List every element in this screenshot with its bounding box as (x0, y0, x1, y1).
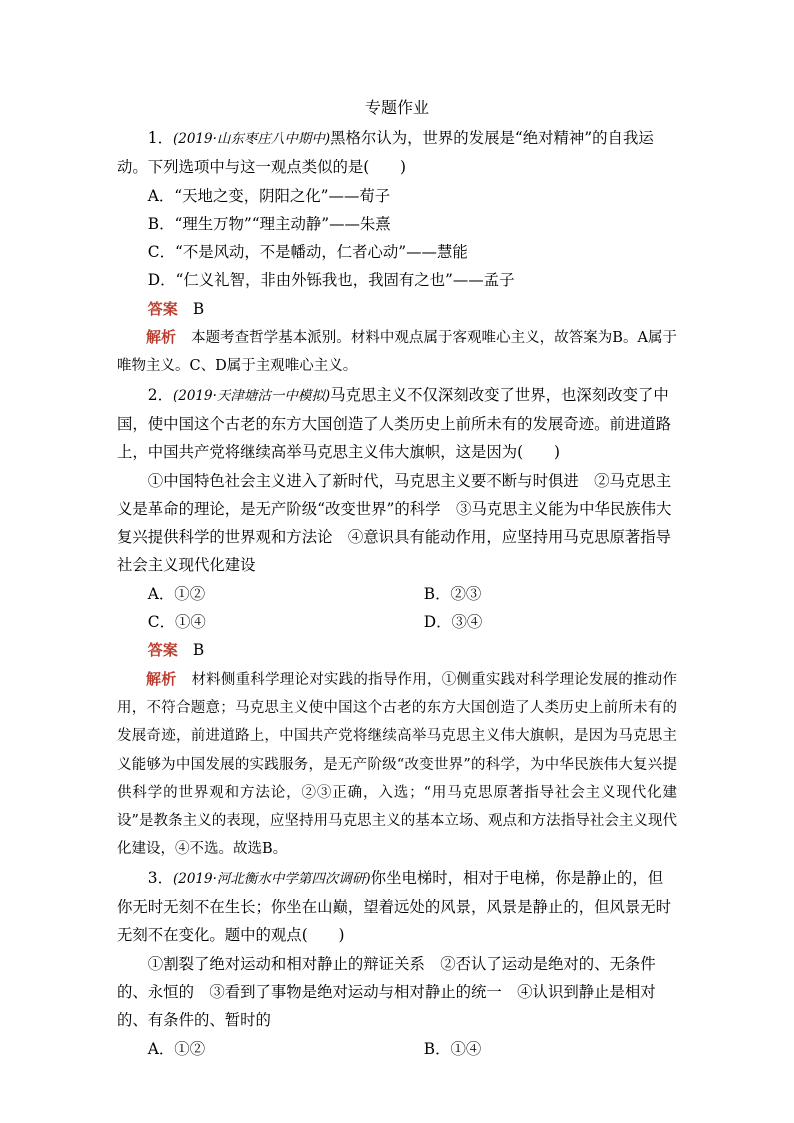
options-row-1 (117, 1035, 677, 1063)
answer-label: 答案 (147, 641, 178, 660)
question-text: 黑格尔认为，世界的发展是“绝对精神”的自我运动。下列选项中与这一观点类似的是( ) (117, 129, 654, 177)
question-1 (117, 124, 677, 381)
question-source: (2019·河北衡水中学第四次调研) (172, 870, 371, 887)
statement-items: ①中国特色社会主义进入了新时代，马克思主义要不断与时俱进 ②马克思主义是革命的理论，是无产阶级“改变世界”的科学 ③马克思主义能为中华民族伟大复兴提供科学的世界观和方法论 ④意识具有能动作用，应坚持用马克思原著指导社会主义现代化建设 (117, 471, 672, 575)
question-text: 你坐电梯时，相对于电梯，你是静止的，但你无时无刻不在生长；你坐在山巅，望着远处的风景，风景是静止的，但风景无时无刻不在变化。题中的观点( ) (117, 868, 672, 945)
option-d: D．“仁义礼智，非由外铄我也，我固有之也”——孟子 (147, 271, 515, 290)
option-c: C．“不是风动，不是幡动，仁者心动”——慧能 (147, 243, 468, 262)
option-b: B．①④ (423, 1039, 482, 1058)
analysis-text: 材料侧重科学理论对实践的指导作用，①侧重实践对科学理论发展的推动作用，不符合题意；马克思主义使中国这个古老的东方大国创造了人类历史上前所未有的发展奇迹，前进道路上，中国共产党将继续高举马克思主义伟大旗帜，是因为马克思主义能够为中国发展的实践服务，是无产阶级“改变世界”的科学，为中华民族伟大复兴提供科学的世界观和方法论，②③正确，入选；“用马克思原著指导社会主义现代化建设”是教条主义的表现，应坚持用马克思主义的基本立场、观点和方法指导社会主义现代化建设，④不选。故选B。 (117, 671, 677, 858)
analysis (117, 323, 677, 381)
options-row-1 (117, 580, 677, 608)
question-stem (117, 864, 677, 950)
answer-value: B (192, 641, 205, 660)
option-c: C．①④ (147, 613, 206, 632)
option-b: B．②③ (423, 584, 482, 603)
statement-items: ①割裂了绝对运动和相对静止的辩证关系 ②否认了运动是绝对的、无条件的、永恒的 ③看到了事物是绝对运动与相对静止的统一 ④认识到静止是相对的、有条件的、暂时的 (117, 954, 656, 1030)
question-2 (117, 381, 677, 864)
question-3 (117, 864, 677, 1063)
option-b: B．“理生万物”“理主动静”——朱熹 (147, 214, 391, 233)
answer-line (117, 636, 677, 664)
question-number: 1． (147, 129, 173, 147)
question-stem (117, 381, 677, 467)
question-number: 3． (147, 868, 173, 887)
answer-value: B (192, 299, 205, 318)
answer-label: 答案 (147, 299, 178, 318)
option-a: A．①② (147, 584, 206, 603)
analysis-text: 本题考查哲学基本派别。材料中观点属于客观唯心主义，故答案为B。A属于唯物主义。C、D属于主观唯心主义。 (117, 330, 677, 375)
option-d: D．③④ (423, 613, 483, 632)
option-a: A．“天地之变，阴阳之化”——荀子 (147, 186, 391, 205)
analysis-label: 解析 (146, 328, 177, 347)
question-source: (2019·天津塘沽一中模拟) (172, 387, 331, 404)
page-title: 专题作业 (364, 98, 429, 117)
option-a: A．①② (147, 1039, 206, 1058)
options-row-2 (117, 608, 677, 636)
analysis-label: 解析 (146, 669, 177, 688)
question-text: 马克思主义不仅深刻改变了世界，也深刻改变了中国，使中国这个古老的东方大国创造了人类历史上前所未有的发展奇迹。前进道路上，中国共产党将继续高举马克思主义伟大旗帜，这是因为( ) (117, 385, 672, 462)
question-number: 2． (147, 385, 173, 404)
question-source: (2019·山东枣庄八中期中) (172, 131, 331, 147)
question-stem (117, 124, 677, 182)
question-list (117, 124, 677, 1063)
answer-line (117, 295, 677, 323)
analysis (117, 665, 677, 864)
